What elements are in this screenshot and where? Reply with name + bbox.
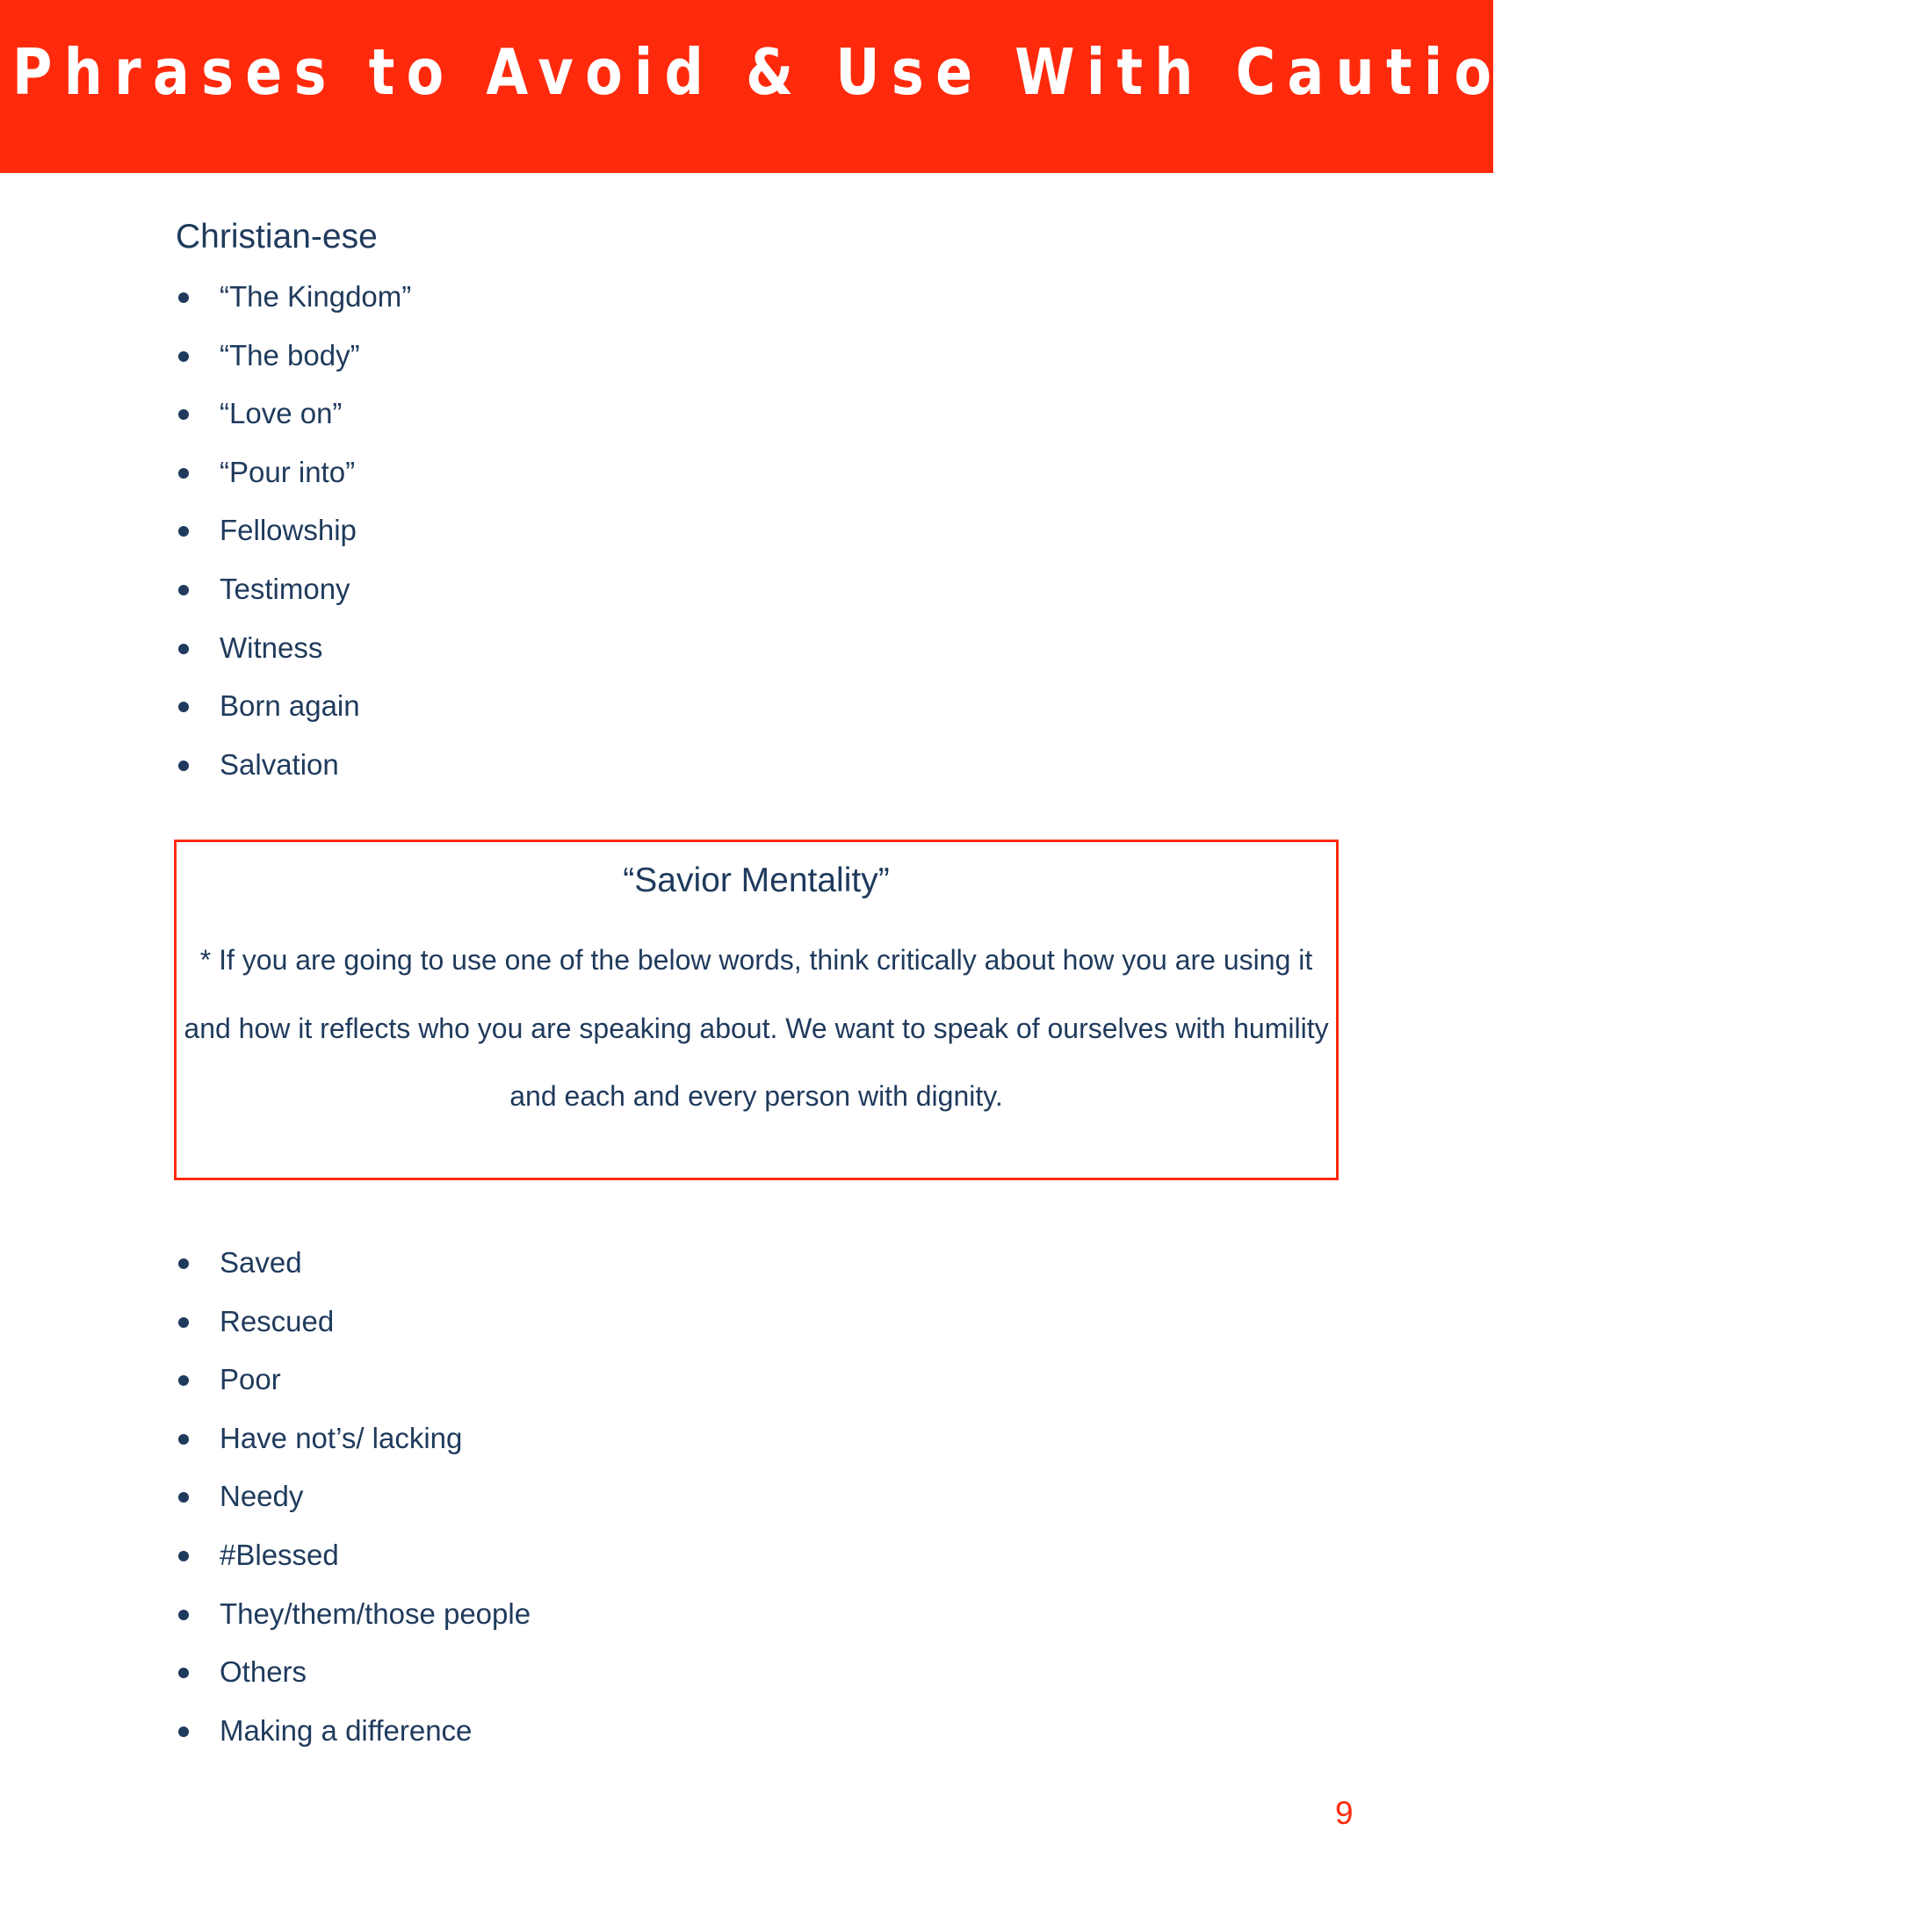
bullet-icon — [178, 1317, 189, 1328]
list-item-text: Salvation — [220, 747, 339, 781]
list-item-text: Rescued — [220, 1304, 335, 1337]
page-title: Phrases to Avoid & Use With Caution (Don’ts) — [12, 35, 1928, 109]
list-item — [176, 327, 411, 386]
savior-mentality-title: “Savior Mentality” — [623, 861, 890, 899]
bullet-icon — [178, 702, 189, 712]
list-item-text: Have not’s/ lacking — [220, 1421, 463, 1454]
bullet-icon — [178, 1610, 189, 1620]
list-item — [176, 677, 411, 736]
list-item-text: “The body” — [220, 338, 360, 371]
savior-mentality-list — [176, 1234, 531, 1760]
bullet-icon — [178, 1492, 189, 1503]
list-item-text: Saved — [220, 1246, 302, 1279]
savior-mentality-callout — [174, 840, 1339, 1180]
list-item-text: They/them/those people — [220, 1597, 531, 1630]
list-item-text: Others — [220, 1655, 307, 1689]
list-item-text: “Love on” — [220, 397, 343, 430]
bullet-icon — [178, 409, 189, 420]
bullet-icon — [178, 1258, 189, 1269]
bullet-icon — [178, 526, 189, 537]
list-item — [176, 268, 411, 327]
list-item-text: “The Kingdom” — [220, 280, 412, 313]
christianese-list — [176, 268, 411, 794]
list-item — [176, 385, 411, 443]
bullet-icon — [178, 1727, 189, 1737]
list-item-text: Witness — [220, 631, 323, 664]
list-item-text: Fellowship — [220, 514, 357, 547]
list-item — [176, 1234, 531, 1293]
bullet-icon — [178, 761, 189, 771]
list-item — [176, 1293, 531, 1352]
bullet-icon — [178, 351, 189, 362]
list-item-text: Making a difference — [220, 1713, 473, 1747]
list-item — [176, 1702, 531, 1761]
bullet-icon — [178, 468, 189, 479]
list-item-text: Born again — [220, 689, 360, 723]
bullet-icon — [178, 1375, 189, 1386]
list-item — [176, 501, 411, 560]
list-item-text: #Blessed — [220, 1538, 339, 1571]
list-item-text: “Pour into” — [220, 455, 356, 488]
bullet-icon — [178, 1434, 189, 1445]
list-item-text: Testimony — [220, 572, 350, 605]
savior-mentality-note: * If you are going to use one of the below words, think critically about how you are using it and how it reflects who you are speaking about. We want to speak of ourselves with humility and each and every person with dignity. — [184, 944, 1329, 1112]
list-item — [176, 1643, 531, 1702]
header-banner — [0, 0, 1928, 173]
bullet-icon — [178, 585, 189, 595]
list-item — [176, 443, 411, 502]
list-item — [176, 1351, 531, 1409]
list-item — [176, 560, 411, 619]
bullet-icon — [178, 1668, 189, 1678]
page-number: 9 — [1335, 1795, 1354, 1831]
list-item — [176, 619, 411, 678]
list-item — [176, 1526, 531, 1585]
list-item — [176, 1585, 531, 1644]
bullet-icon — [178, 644, 189, 654]
bullet-icon — [178, 1551, 189, 1561]
list-item — [176, 1409, 531, 1468]
christianese-heading: Christian-ese — [176, 218, 378, 256]
list-item — [176, 736, 411, 795]
list-item-text: Needy — [220, 1480, 304, 1513]
list-item — [176, 1467, 531, 1526]
list-item-text: Poor — [220, 1363, 281, 1396]
bullet-icon — [178, 292, 189, 303]
